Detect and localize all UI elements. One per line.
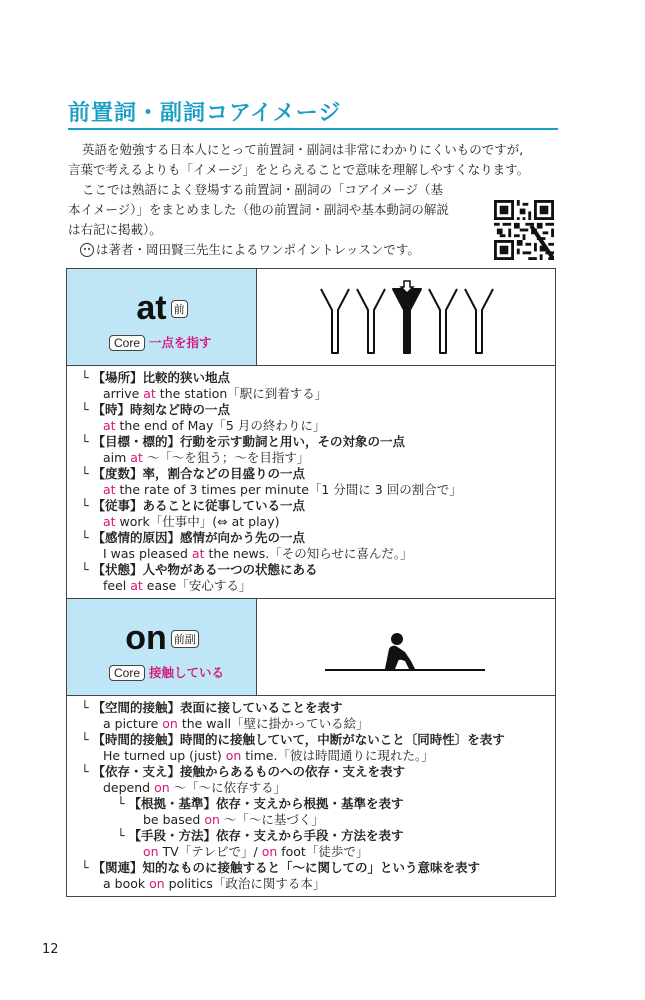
on-sense-label: └ 【依存・支え】接触からあるものへの依存・支えを表す bbox=[81, 764, 406, 779]
at-sense-label: └ 【度数】率，割合などの目盛りの一点 bbox=[81, 466, 306, 481]
on-pos-mark: 前副 bbox=[171, 630, 199, 648]
qr-code[interactable] bbox=[494, 200, 554, 260]
at-sense-list bbox=[66, 366, 556, 599]
on-subsense-label: └ 【根拠・基準】依存・支えから根拠・基準を表す bbox=[117, 796, 404, 811]
at-core-tag: Core bbox=[109, 335, 145, 351]
at-sense-label: └ 【場所】比較的狭い地点 bbox=[81, 370, 231, 385]
intro-line-6: は著者・岡田賢三先生によるワンポイントレッスンです。 bbox=[68, 240, 558, 260]
at-sense-label: └ 【目標・標的】行動を示す動詞と用い，その対象の一点 bbox=[81, 434, 406, 449]
on-subsense-example: on TV「テレビで」/ on foot「徒歩で」 bbox=[143, 844, 369, 859]
at-sense-label: └ 【時】時刻など時の一点 bbox=[81, 402, 231, 417]
sitting-person-icon bbox=[385, 633, 415, 669]
on-sitting-illustration bbox=[325, 619, 495, 679]
at-people-illustration bbox=[315, 279, 505, 359]
teacher-face-icon bbox=[80, 243, 94, 257]
at-pos-mark: 前 bbox=[171, 300, 188, 318]
on-subsense-example: be based on ～「～に基づく」 bbox=[143, 812, 324, 827]
title-rule bbox=[68, 128, 558, 130]
at-sense-example: feel at ease「安心する」 bbox=[103, 578, 252, 593]
on-word: on 前副 bbox=[67, 619, 257, 658]
at-head-panel bbox=[67, 269, 257, 365]
person-figure-4 bbox=[429, 289, 457, 353]
intro-line-1: 英語を勉強する日本人にとって前置詞・副詞は非常にわかりにくいものですが, bbox=[82, 142, 524, 157]
at-sense-example: aim at ～「～を狙う；～を目指す」 bbox=[103, 450, 310, 465]
at-sense-example: at the end of May「5 月の終わりに」 bbox=[103, 418, 326, 433]
at-sense-label: └ 【状態】人や物がある一つの状態にある bbox=[81, 562, 318, 577]
person-figure-1 bbox=[321, 289, 349, 353]
on-core-tag: Core bbox=[109, 665, 145, 681]
on-sense-label: └ 【時間的接触】時間的に接触していて，中断がないこと〔同時性〕を表す bbox=[81, 732, 505, 747]
at-sense-example: at work「仕事中」(⇔ at play) bbox=[103, 514, 280, 529]
at-core-row bbox=[109, 333, 212, 351]
on-core-box bbox=[66, 598, 556, 696]
on-sense-example: a picture on the wall「壁に掛かっている絵」 bbox=[103, 716, 369, 731]
at-word: at 前 bbox=[67, 289, 257, 328]
at-sense-label: └ 【従事】あることに従事している一点 bbox=[81, 498, 306, 513]
person-figure-2 bbox=[357, 289, 385, 353]
on-sense-list bbox=[66, 696, 556, 897]
on-sense-example: depend on ～「～に依存する」 bbox=[103, 780, 287, 795]
on-sense-label: └ 【空間的接触】表面に接していることを表す bbox=[81, 700, 343, 715]
on-core-text: 接触している bbox=[149, 665, 225, 680]
on-sense-example: a book on politics「政治に関する本」 bbox=[103, 876, 326, 891]
page-title: 前置詞・副詞コアイメージ bbox=[68, 101, 342, 126]
at-core-box bbox=[66, 268, 556, 366]
on-sense-label: └ 【関連】知的なものに接触すると「～に関しての」という意味を表す bbox=[81, 860, 481, 875]
intro-line-4: 本イメージ）」をまとめました（他の前置詞・副詞や基本動詞の解説 bbox=[68, 202, 449, 217]
pointed-person-figure bbox=[393, 289, 421, 353]
on-subsense-label: └ 【手段・方法】依存・支えから手段・方法を表す bbox=[117, 828, 404, 843]
at-sense-example: at the rate of 3 times per minute「1 分間に 3 回の割合で」 bbox=[103, 482, 462, 497]
on-sense-example: He turned up (just) on time.「彼は時間通りに現れた。」 bbox=[103, 748, 434, 763]
at-sense-example: I was pleased at the news.「その知らせに喜んだ。」 bbox=[103, 546, 413, 561]
on-core-row bbox=[109, 663, 224, 681]
intro-line-2: 言葉で考えるよりも「イメージ」をとらえることで意味を理解しやすくなります。 bbox=[68, 162, 530, 177]
at-sense-example: arrive at the station「駅に到着する」 bbox=[103, 386, 328, 401]
page-number: 12 bbox=[42, 942, 59, 957]
person-figure-5 bbox=[465, 289, 493, 353]
intro-line-3: ここでは熟語によく登場する前置詞・副詞の「コアイメージ（基 bbox=[82, 182, 444, 197]
at-sense-label: └ 【感情的原因】感情が向かう先の一点 bbox=[81, 530, 306, 545]
at-core-text: 一点を指す bbox=[149, 335, 212, 350]
intro-line-5: は右記に掲載）。 bbox=[68, 222, 162, 237]
on-head-panel bbox=[67, 599, 257, 695]
